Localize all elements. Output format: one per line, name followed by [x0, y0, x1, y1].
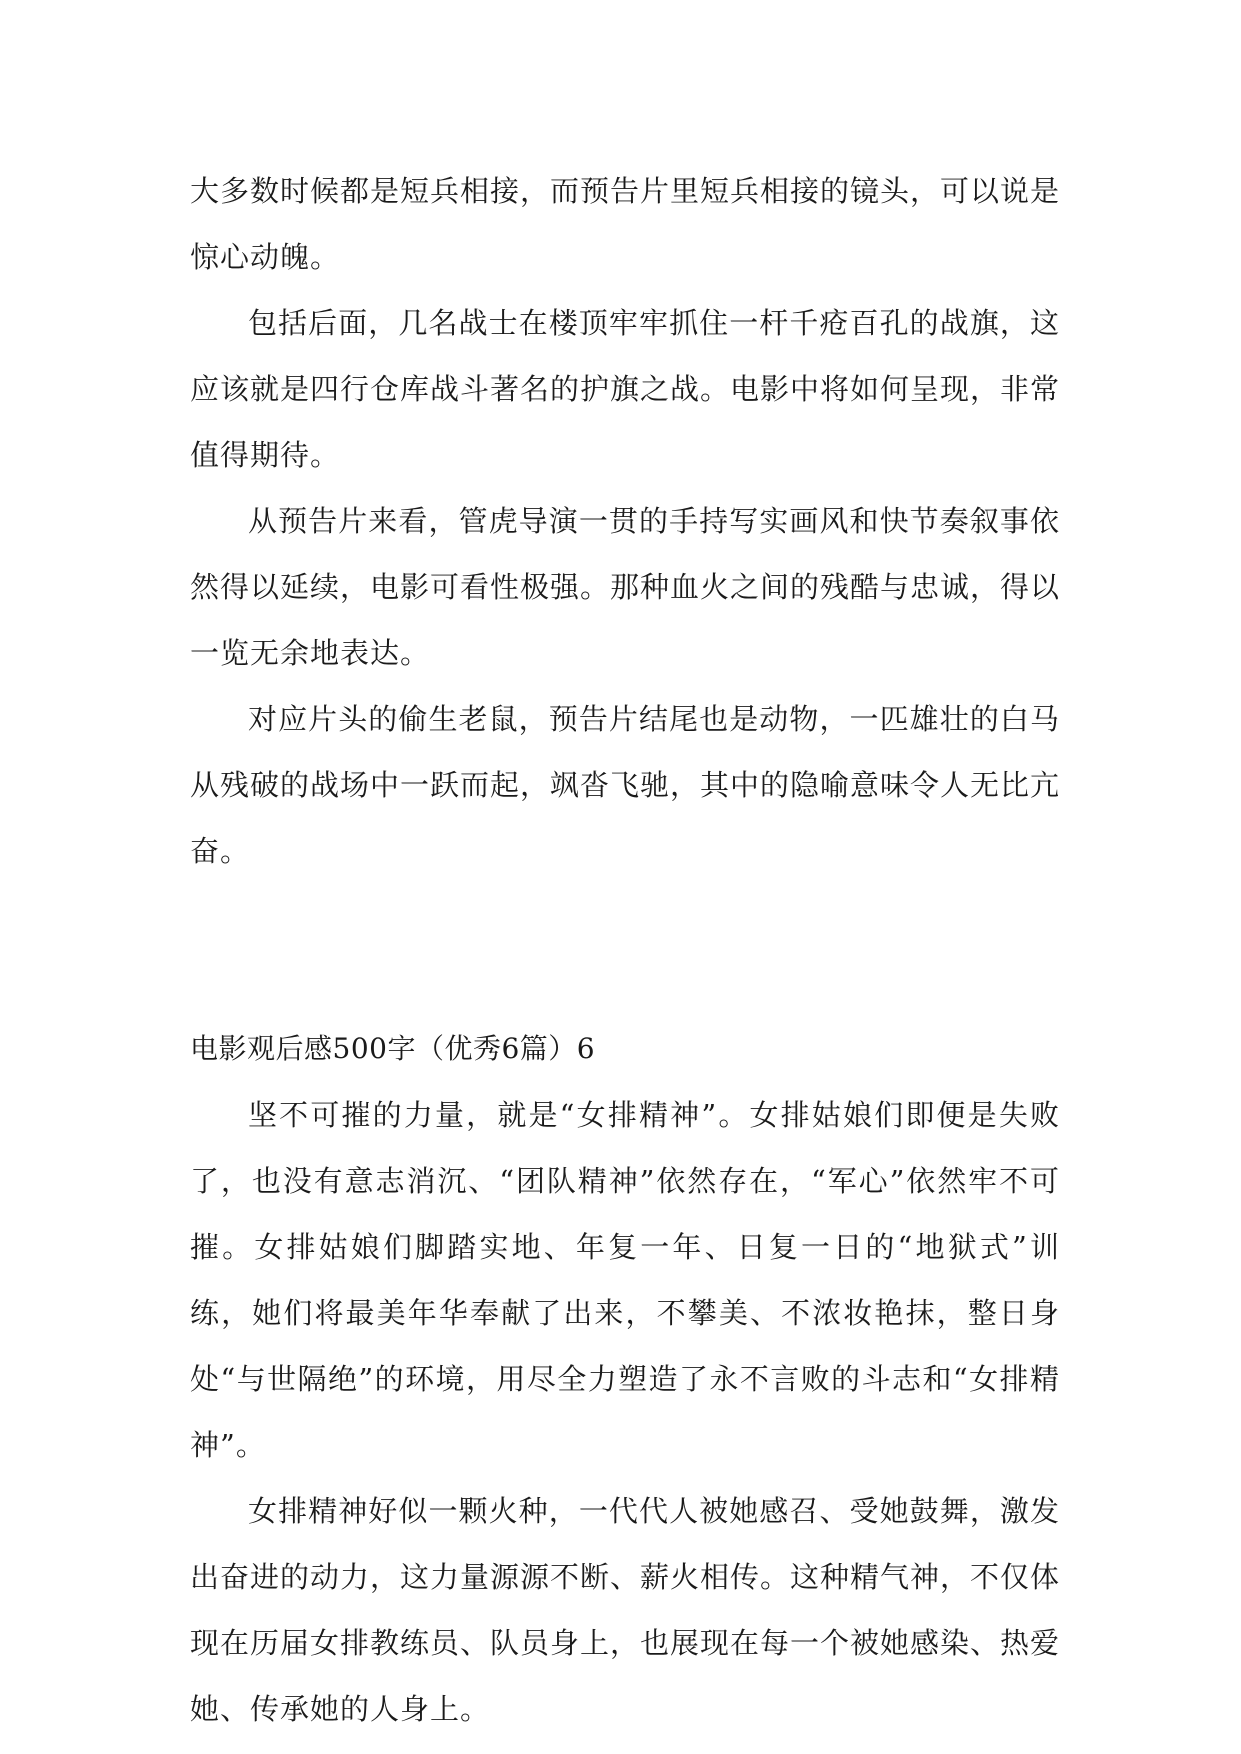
document-body: [190, 158, 1060, 1742]
paragraph: 女排精神好似一颗火种，一代代人被她感召、受她鼓舞，激发出奋进的动力，这力量源源不断、薪火相传。这种精气神，不仅体现在历届女排教练员、队员身上，也展现在每一个被她感染、热爱她、传承她的人身上。: [190, 1494, 1061, 1726]
section-heading: 电影观后感500字（优秀6篇）6: [190, 1032, 596, 1065]
paragraph: 从预告片来看，管虎导演一贯的手持写实画风和快节奏叙事依然得以延续，电影可看性极强。那种血火之间的残酷与忠诚，得以一览无余地表达。: [190, 504, 1061, 670]
paragraph: 大多数时候都是短兵相接，而预告片里短兵相接的镜头，可以说是惊心动魄。: [190, 174, 1061, 274]
paragraph: 对应片头的偷生老鼠，预告片结尾也是动物，一匹雄壮的白马从残破的战场中一跃而起，飒沓飞驰，其中的隐喻意味令人无比亢奋。: [190, 702, 1061, 868]
paragraph: 包括后面，几名战士在楼顶牢牢抓住一杆千疮百孔的战旗，这应该就是四行仓库战斗著名的护旗之战。电影中将如何呈现，非常值得期待。: [190, 306, 1061, 472]
paragraph: 坚不可摧的力量，就是“女排精神”。女排姑娘们即便是失败了，也没有意志消沉、“团队精神”依然存在，“军心”依然牢不可摧。女排姑娘们脚踏实地、年复一年、日复一日的“地狱式”训练，她们将最美年华奉献了出来，不攀美、不浓妆艳抹，整日身处“与世隔绝”的环境，用尽全力塑造了永不言败的斗志和“女排精神”。: [190, 1098, 1060, 1462]
